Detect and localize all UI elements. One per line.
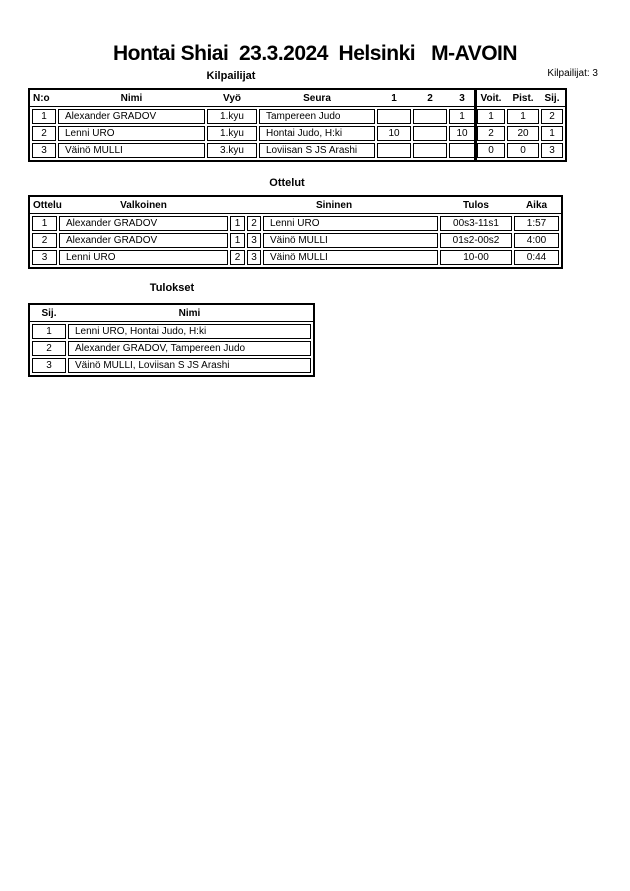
cell-place: 1 [32, 324, 66, 339]
cell-round3 [449, 143, 475, 158]
cell-round2 [413, 126, 447, 141]
cell-belt: 1.kyu [207, 126, 257, 141]
cell-wins: 0 [477, 143, 505, 158]
matches-table-header [30, 197, 561, 214]
results-table-header [30, 305, 313, 322]
cell-blue-name: Väinö MULLI [263, 233, 438, 248]
cell-name: Lenni URO [58, 126, 205, 141]
cell-no: 2 [32, 126, 56, 141]
cell-blue-name: Lenni URO [263, 216, 438, 231]
cell-place: 3 [541, 143, 563, 158]
cell-round1 [377, 109, 411, 124]
cell-white-no: 1 [230, 233, 245, 248]
competitors-table [28, 88, 567, 162]
table-row [32, 109, 563, 124]
cell-result: 10-00 [440, 250, 512, 265]
cell-time: 0:44 [514, 250, 559, 265]
header-cell-match: Ottelu [33, 199, 62, 211]
section-title-matches: Ottelut [269, 177, 305, 189]
cell-white-name: Alexander GRADOV [59, 233, 228, 248]
competitors-table-header [30, 90, 565, 107]
cell-round3: 10 [449, 126, 475, 141]
cell-match-no: 2 [32, 233, 57, 248]
header-cell-name: Nimi [178, 307, 201, 319]
cell-name: Alexander GRADOV [58, 109, 205, 124]
header-cell-white: Valkoinen [120, 199, 167, 211]
cell-club: Tampereen Judo [259, 109, 375, 124]
cell-round1: 10 [377, 126, 411, 141]
matches-table-body [30, 214, 561, 267]
cell-result: 01s2-00s2 [440, 233, 512, 248]
cell-name: Lenni URO, Hontai Judo, H:ki [68, 324, 311, 339]
cell-no: 1 [32, 109, 56, 124]
cell-time: 1:57 [514, 216, 559, 231]
cell-club: Hontai Judo, H:ki [259, 126, 375, 141]
results-table [28, 303, 315, 377]
cell-place: 2 [541, 109, 563, 124]
cell-round1 [377, 143, 411, 158]
header-cell-round1: 1 [391, 92, 397, 104]
cell-wins: 1 [477, 109, 505, 124]
header-cell-no: N:o [33, 92, 50, 104]
table-row [32, 250, 559, 265]
cell-round3: 1 [449, 109, 475, 124]
cell-white-name: Alexander GRADOV [59, 216, 228, 231]
section-title-competitors: Kilpailijat [206, 70, 256, 82]
cell-name: Väinö MULLI, Loviisan S JS Arashi [68, 358, 311, 373]
table-row [32, 126, 563, 141]
cell-no: 3 [32, 143, 56, 158]
section-title-results: Tulokset [149, 282, 195, 294]
cell-result: 00s3-11s1 [440, 216, 512, 231]
header-cell-time: Aika [525, 199, 548, 211]
table-row [32, 143, 563, 158]
cell-blue-name: Väinö MULLI [263, 250, 438, 265]
cell-club: Loviisan S JS Arashi [259, 143, 375, 158]
competitors-table-body [30, 107, 565, 160]
cell-place: 3 [32, 358, 66, 373]
header-cell-club: Seura [303, 92, 331, 104]
page-title: Hontai Shiai 23.3.2024 Helsinki M-AVOIN [112, 42, 518, 65]
cell-round2 [413, 109, 447, 124]
header-cell-name: Nimi [120, 92, 143, 104]
header-cell-result: Tulos [463, 199, 489, 211]
cell-round2 [413, 143, 447, 158]
cell-belt: 1.kyu [207, 109, 257, 124]
cell-white-no: 1 [230, 216, 245, 231]
table-row [32, 216, 559, 231]
cell-time: 4:00 [514, 233, 559, 248]
cell-blue-no: 3 [247, 233, 261, 248]
table-row [32, 358, 311, 373]
header-cell-blue: Sininen [315, 199, 353, 211]
cell-points: 0 [507, 143, 539, 158]
results-table-body [30, 322, 313, 375]
header-cell-round2: 2 [427, 92, 433, 104]
header-cell-points: Pist. [512, 92, 534, 104]
cell-blue-no: 3 [247, 250, 261, 265]
table-row [32, 233, 559, 248]
table-row [32, 341, 311, 356]
header-cell-round3: 3 [459, 92, 465, 104]
header-cell-belt: Vyö [223, 92, 241, 104]
cell-white-no: 2 [230, 250, 245, 265]
cell-place: 2 [32, 341, 66, 356]
cell-white-name: Lenni URO [59, 250, 228, 265]
competitors-count-label: Kilpailijat: 3 [547, 68, 598, 79]
cell-points: 1 [507, 109, 539, 124]
cell-place: 1 [541, 126, 563, 141]
table-row [32, 324, 311, 339]
cell-points: 20 [507, 126, 539, 141]
cell-match-no: 3 [32, 250, 57, 265]
header-cell-place: Sij. [544, 92, 560, 104]
cell-name: Alexander GRADOV, Tampereen Judo [68, 341, 311, 356]
cell-wins: 2 [477, 126, 505, 141]
cell-belt: 3.kyu [207, 143, 257, 158]
header-cell-place: Sij. [41, 307, 57, 319]
cell-blue-no: 2 [247, 216, 261, 231]
header-cell-wins: Voit. [480, 92, 502, 104]
results-block-divider [474, 90, 477, 160]
cell-match-no: 1 [32, 216, 57, 231]
cell-name: Väinö MULLI [58, 143, 205, 158]
matches-table [28, 195, 563, 269]
